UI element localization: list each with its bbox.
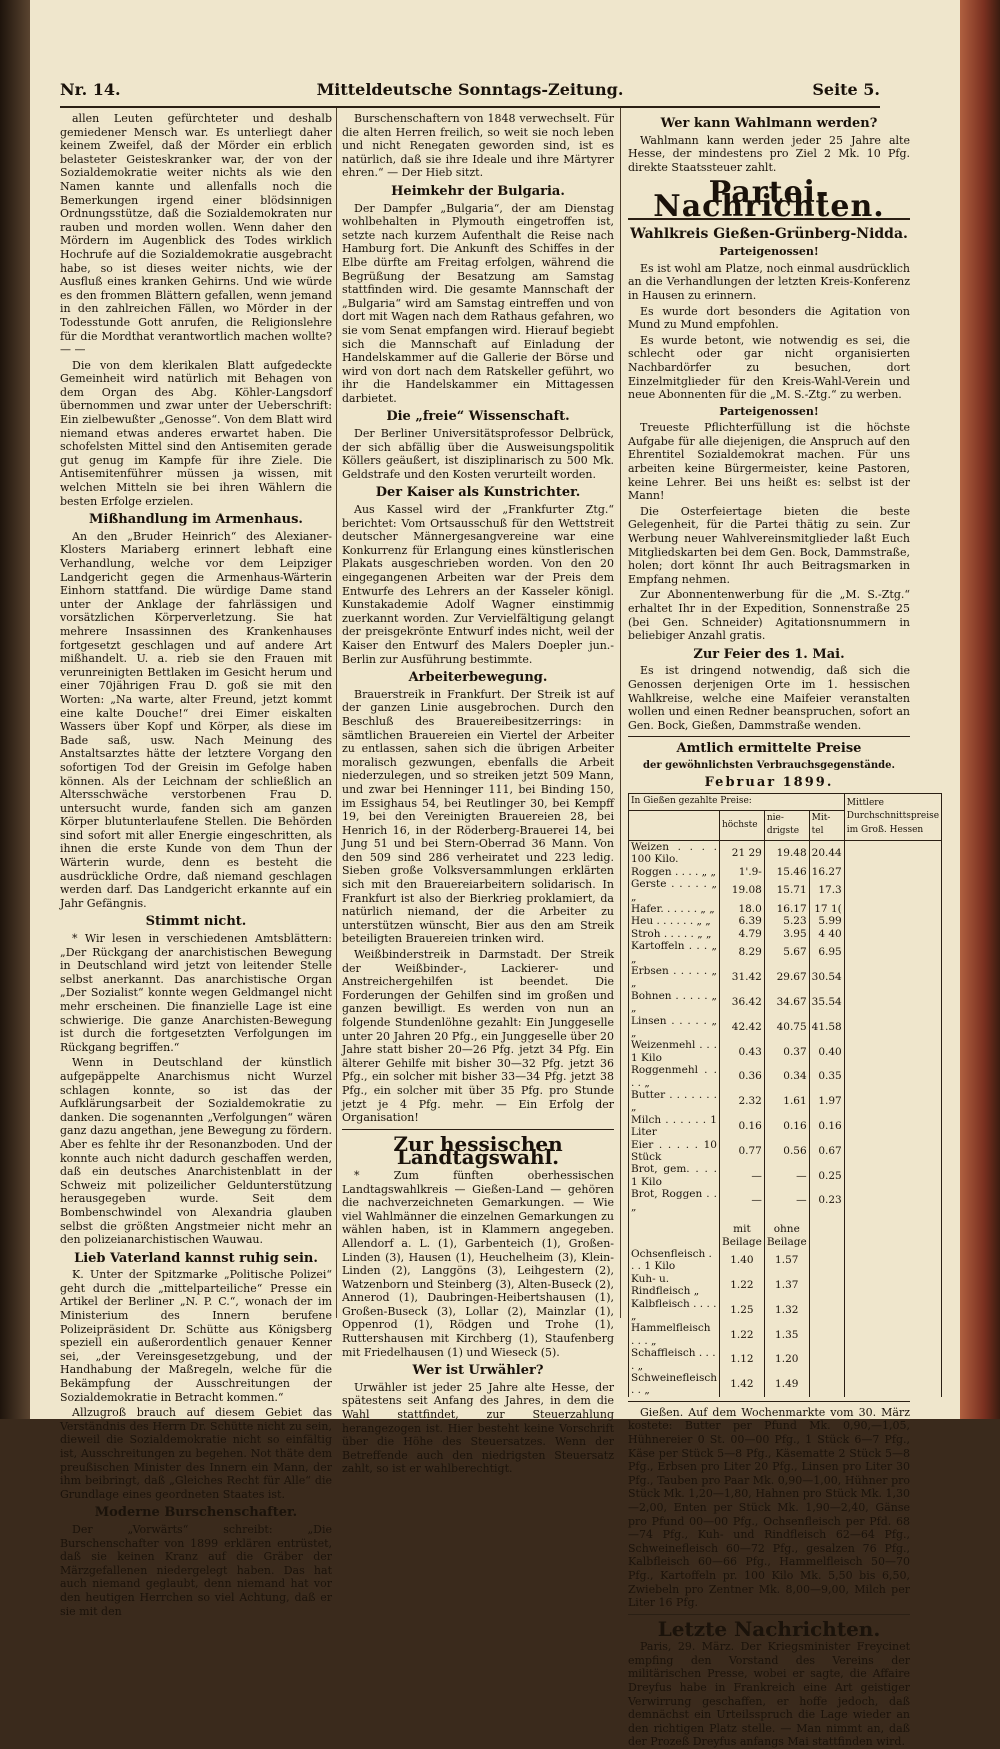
page-number: Seite 5. <box>812 80 880 99</box>
price-row <box>629 1064 942 1089</box>
headline-misshandlung: Mißhandlung im Armenhaus. <box>89 512 303 528</box>
headline-preise: Amtlich ermittelte Preise <box>676 741 862 757</box>
price-durchschnitt <box>844 928 941 940</box>
paragraph: Wahlmann kann werden jeder 25 Jahre alte Hesse, der mindestens pro Ziel 2 Mk. 10 Pfg. direkte Staatssteuer zahlt. <box>628 133 910 174</box>
meat-price-row <box>629 1298 942 1323</box>
price-hoechste: — <box>719 1163 764 1188</box>
section-rule <box>628 1401 910 1402</box>
price-durchschnitt <box>844 903 941 915</box>
price-niedrigste: 5.23 <box>764 915 809 927</box>
price-mittel: 0.25 <box>809 1163 844 1188</box>
col-header-giessen: In Gießen gezahlte Preise: <box>629 794 845 811</box>
price-durchschnitt <box>844 840 941 865</box>
price-row <box>629 866 942 878</box>
price-niedrigste: 5.67 <box>764 940 809 965</box>
paper-title: Mitteldeutsche Sonntags-Zeitung. <box>316 80 624 99</box>
empty-cell <box>844 1298 941 1323</box>
paragraph: allen Leuten gefürchteter und deshalb gemiedener Mensch war. Es unterliegt daher keinem Zweifel, daß der Mörder ein erblich belasteter Geisteskranker war, der von der Sozialdemokratie weiter nichts als wie den Namen kannte und allenfalls noch die Bemerkungen irgend einer blödsinnigen Ordnungsstütze, daß die Sozialdemokraten nur rauben und morden wollen. Wenn daher den Mördern im Augenblick des Todes wirklich Hochrufe auf die Sozialdemokratie ausgebracht habe, so ist dieses weiter nichts, wie der Ausfluß eines kranken Gehirns. Und wie würde es den frommen Blättern gefallen, wenn jemand in den zahlreichen Fällen, wo Mörder in der Todesstunde Gott anrufen, die Religionslehre für die Mordthat verantwortlich machen wollte? — — <box>60 112 332 357</box>
price-hoechste: 0.36 <box>719 1064 764 1089</box>
price-niedrigste: 40.75 <box>764 1015 809 1040</box>
paragraph: An den „Bruder Heinrich“ des Alexianer-Klosters Mariaberg erinnert lebhaft eine Verhandlung, welche vor dem Leipziger Landgericht gegen die Armenhaus-Wärterin Einhorn stattfand. Die würdige Dame stand unter der Anklage der fahrlässigen und vorsätzlichen Körperverletzung. Sie hat mehrere Insassinnen des Krankenhauses fortgesetzt geschlagen und auf andere Art mißhandelt. U. a. rieb sie den Frauen mit verunreinigten Bettlaken im Gesicht herum und einer 70jährigen Frau D. goß sie mit den Worten: „Na warte, alter Freund, jetzt kommt eine kalte Douche!“ drei Eimer eiskalten Wassers über Kopf und Körper, als diese im Bade saß, usw. Nach Meinung des Anstaltsarztes hätte der letztere Vorgang den sofortigen Tod der Greisin im Gefolge haben können. Als der Leichnam der schließlich an Altersschwäche verstorbenen Frau D. untersucht wurde, fanden sich am ganzen Körper blutunterlaufene Stellen. Die Behörden sind sofort mit aller Energie eingeschritten, als ihnen die erste Kunde von dem Thun der Wärterin wurde, denn es besteht die ausdrückliche Ordre, daß niemand geschlagen werden darf. Das Landgericht erkannte auf ein Jahr Gefängnis. <box>60 529 332 910</box>
price-niedrigste: 16.17 <box>764 903 809 915</box>
price-row <box>629 903 942 915</box>
price-row <box>629 1039 942 1064</box>
subhead-parteigenossen: Parteigenossen! <box>719 404 819 418</box>
paragraph: Treueste Pflichterfüllung ist die höchste Aufgabe für alle diejenigen, die Anspruch auf den Ehrentitel Sozialdemokrat machen. Für uns arbeiten keine Bürgermeister, keine Pastoren, keine Lehrer. Bei uns heißt es: selbst ist der Mann! <box>628 421 910 503</box>
meat-ohne-beilage: 1.20 <box>764 1347 809 1372</box>
price-item: Butter . . . . . . . „ <box>629 1089 720 1114</box>
headline-maifeier: Zur Feier des 1. Mai. <box>693 646 845 662</box>
column-2 <box>342 112 614 1476</box>
meat-mit-beilage: 1.12 <box>719 1347 764 1372</box>
paragraph: * Zum fünften oberhessischen Landtagswahlkreis — Gießen-Land — gehören die nachverzeichneten Gemarkungen. — Wie viel Wahlmänner die einzelnen Gemarkungen zu wählen haben, ist in Klammern angegeben. Allendorf a. L. (1), Garbenteich (1), Großen-Linden (3), Hausen (1), Heuchelheim (3), Klein-Linden (2), Langgöns (3), Leihgestern (2), Watzenborn und Steinberg (3), Alten-Buseck (2), Annerod (1), Daubringen-Heibertshausen (1), Großen-Buseck (3), Lollar (2), Mainzlar (1), Oppenrod (1), Rödgen und Trohe (1), Ruttershausen mit Kirchberg (1), Staufenberg mit Friedelhausen (1) und Wieseck (5). <box>342 1168 614 1359</box>
col-header-mittlere: Mittlere Durchschnittspreise im Groß. Hessen <box>844 794 941 841</box>
price-table <box>628 793 942 1397</box>
paragraph: Es wurde dort besonders die Agitation von Mund zu Mund empfohlen. <box>628 304 910 332</box>
price-hoechste: 2.32 <box>719 1089 764 1114</box>
col-header-niedrigste: nie-drigste <box>764 810 809 840</box>
paragraph: Der Dampfer „Bulgaria“, der am Dienstag wohlbehalten in Plymouth eingetroffen ist, setzte nach kurzem Aufenthalt die Reise nach Hamburg fort. Die Ankunft des Schiffes in der Elbe dürfte am Freitag erfolgen, während die Begrüßung der Besatzung am Samstag stattfinden wird. Die gesamte Mannschaft der „Bulgaria“ wird am Samstag eintreffen und von dort mit Wagen nach dem Rathaus gefahren, wo sie vom Senat empfangen wird. Hierauf begiebt sich die Mannschaft auf Einladung der Handelskammer auf die Gallerie der Börse und wird von dort nach dem Ratskeller geführt, wo ihr die Handelskammer ein Mittagessen darbietet. <box>342 201 614 405</box>
price-row <box>629 1139 942 1164</box>
price-durchschnitt <box>844 1089 941 1114</box>
headline-lieb-vaterland: Lieb Vaterland kannst ruhig sein. <box>74 1250 318 1266</box>
paragraph: Die Osterfeiertage bieten die beste Gelegenheit, für die Partei thätig zu sein. Zur Werbung neuer Wahlvereinsmitglieder laßt Euch Mitgliedskarten bei dem Gen. Bock, Dammstraße, holen; dort könnt Ihr auch Beitragsmarken in Empfang nehmen. <box>628 504 910 586</box>
price-niedrigste: 0.56 <box>764 1139 809 1164</box>
paragraph: Der „Vorwärts“ schreibt: „Die Burschenschafter von 1899 erklären entrüstet, daß sie keinen Kranz auf die Gräber der Märzgefallenen niedergelegt haben. Das hat auch niemand geglaubt, denn niemand hat vor den heutigen Herrchen so viel Achtung, daß er sie mit den <box>60 1522 332 1618</box>
price-row <box>629 965 942 990</box>
meat-item: Kalbfleisch . . . . „ <box>629 1298 720 1323</box>
page-header <box>60 80 880 106</box>
price-row <box>629 1114 942 1139</box>
paragraph: Es ist dringend notwendig, daß sich die Genossen derjenigen Orte im 1. hessischen Wahlkreise, welche eine Maifeier veranstalten wollen und einen Redner beanspruchen, sofort an Gen. Bock, Gießen, Dammstraße wenden. <box>628 664 910 732</box>
price-mittel: 1.97 <box>809 1089 844 1114</box>
price-item: Bohnen . . . . . „ „ <box>629 990 720 1015</box>
paragraph: Burschenschaftern von 1848 verwechselt. Für die alten Herren freilich, so weit sie noch leben und nicht Renegaten geworden sind, ist es natürlich, daß sie ihre Ideale und ihre Märtyrer ehren.“ — Der Hieb sitzt. <box>342 112 614 180</box>
empty-cell <box>809 1347 844 1372</box>
price-hoechste: 21 29 <box>719 840 764 865</box>
column-divider <box>336 108 337 1318</box>
headline-bulgaria: Heimkehr der Bulgaria. <box>391 183 565 199</box>
empty-cell <box>809 1322 844 1347</box>
meat-item: Schweinefleisch . . „ <box>629 1372 720 1397</box>
price-mittel: 17 1( <box>809 903 844 915</box>
paragraph: Weißbinderstreik in Darmstadt. Der Streik der Weißbinder-, Lackierer- und Anstreichergehilfen ist beendet. Die Forderungen der Gehilfen sind im großen und ganzen bewilligt. Es werden von nun an folgende Stundenlöhne gezahlt: Ein Junggeselle unter 20 Jahren 20 Pfg., ein Junggeselle über 20 Jahre statt bisher 20—26 Pfg. jetzt 34 Pfg. Ein älterer Gehilfe mit bisher 30—32 Pfg. jetzt 36 Pfg., ein solcher mit bisher 33—34 Pfg. jetzt 38 Pfg., ein solcher mit über 35 Pfg. pro Stunde jetzt je 4 Pfg. mehr. — Ein Erfolg der Organisation! <box>342 948 614 1125</box>
price-niedrigste: 0.16 <box>764 1114 809 1139</box>
paragraph: Allzugroß brauch auf diesem Gebiet das Verständnis des Herrn Dr. Schütte nicht zu sein, dieweil die Sozialdemokratie nicht so einfältig ist, Ausschreitungen zu begehen. Not thäte dem preußischen Minister des Innern ein Mann, der ihm beibringt, daß „Gleiches Recht für Alle“ die Grundlage eines geordneten Staates ist. <box>60 1406 332 1501</box>
price-item: Brot, gem. . . . 1 Kilo <box>629 1163 720 1188</box>
price-niedrigste: 15.46 <box>764 866 809 878</box>
price-hoechste: 19.08 <box>719 878 764 903</box>
price-month: Februar 1899. <box>704 774 834 790</box>
price-row <box>629 878 942 903</box>
price-item: Erbsen . . . . . „ „ <box>629 965 720 990</box>
price-durchschnitt <box>844 990 941 1015</box>
price-durchschnitt <box>844 915 941 927</box>
headline-kunstrichter: Der Kaiser als Kunstrichter. <box>375 485 581 501</box>
price-mittel: 20.44 <box>809 840 844 865</box>
empty-cell <box>809 1248 844 1273</box>
empty-cell <box>844 1347 941 1372</box>
price-hoechste: 6.39 <box>719 915 764 927</box>
price-mittel: 0.23 <box>809 1188 844 1213</box>
price-hoechste: 8.29 <box>719 940 764 965</box>
price-hoechste: 42.42 <box>719 1015 764 1040</box>
price-row <box>629 940 942 965</box>
price-niedrigste: 0.34 <box>764 1064 809 1089</box>
empty-cell <box>809 1273 844 1298</box>
paragraph: Zur Abonnentenwerbung für die „M. S.-Ztg.“ erhaltet Ihr in der Expedition, Sonnenstraße 25 (bei Gen. Schneider) Agitationsnummern in beliebiger Anzahl gratis. <box>628 588 910 643</box>
meat-mit-beilage: 1.22 <box>719 1273 764 1298</box>
price-item: Weizenmehl . . . 1 Kilo <box>629 1039 720 1064</box>
price-item: Kartoffeln . . . „ „ <box>629 940 720 965</box>
meat-item: Kuh- u. Rindfleisch „ <box>629 1273 720 1298</box>
price-row <box>629 840 942 865</box>
paragraph: Aus Kassel wird der „Frankfurter Ztg.“ berichtet: Vom Ortsausschuß für den Wettstreit deutscher Männergesangvereine war eine Konkurrenz für Erlangung eines künstlerischen Plakats ausgeschrieben worden. Von den 20 eingegangenen Arbeiten war der Preis dem Entwurfe des Lehrers an der Kasseler königl. Kunstakademie Adolf Wagner einstimmig zuerkannt worden. Zur Vervielfältigung gelangt der preisgekrönte Entwurf indes nicht, weil der Kaiser den Entwurf des Malers Doepler jun.-Berlin zur Ausführung bestimmte. <box>342 503 614 666</box>
price-hoechste: 0.43 <box>719 1039 764 1064</box>
price-niedrigste: 29.67 <box>764 965 809 990</box>
meat-mit-beilage: 1.42 <box>719 1372 764 1397</box>
price-row <box>629 915 942 927</box>
price-niedrigste: 19.48 <box>764 840 809 865</box>
price-mittel: 17.3 <box>809 878 844 903</box>
paragraph: Brauerstreik in Frankfurt. Der Streik ist auf der ganzen Linie ausgebrochen. Durch den Beschluß des Brauereibesitzerrings: in sämtlichen Brauereien ein Viertel der Arbeiter zu entlassen, sahen sich die übrigen Arbeiter moralisch gezwungen, ebenfalls die Arbeit niederzulegen, und so streiken jetzt 509 Mann, und zwar bei Henninger 111, bei Binding 150, im Essighaus 54, bei Reutlinger 30, bei Kempff 19, bei den Vereinigten Brauereien 28, bei Henrich 16, in der Röderberg-Brauerei 14, bei Jung 51 und bei Stern-Oberrad 36 Mann. Von den 509 sind 286 verheiratet und 223 ledig. Sieben große Volksversammlungen erklärten sich mit den Brauereiarbeitern solidarisch. In Frankfurt ist also der Bierkrieg proklamiert, da natürlich niemand, der die Arbeiter zu unterstützen wünscht, Bier aus den am Streik beteiligten Brauereien trinken wird. <box>342 687 614 946</box>
meat-item: Schaffleisch . . . . „ <box>629 1347 720 1372</box>
price-hoechste: 1'.9- <box>719 866 764 878</box>
price-hoechste: 36.42 <box>719 990 764 1015</box>
col-header-mit-beilage: mit Beilage <box>719 1223 764 1248</box>
headline-wahlmann: Wer kann Wahlmann werden? <box>660 116 878 131</box>
price-niedrigste: 34.67 <box>764 990 809 1015</box>
subhead-parteigenossen: Parteigenossen! <box>719 245 819 259</box>
price-hoechste: 4.79 <box>719 928 764 940</box>
empty-cell <box>809 1298 844 1323</box>
price-item: Eier . . . . . 10 Stück <box>629 1139 720 1164</box>
paragraph: Es wurde betont, wie notwendig es sei, die schlecht oder gar nicht organisierten Nachbardörfer zu besuchen, dort Einzelmitglieder für den Kreis-Wahl-Verein und neue Abonnenten für die „M. S.-Ztg.“ zu werben. <box>628 333 910 402</box>
price-row <box>629 928 942 940</box>
price-item: Hafer. . . . . . „ „ <box>629 903 720 915</box>
price-item: Roggenmehl . . . . „ <box>629 1064 720 1089</box>
paragraph: Urwähler ist jeder 25 Jahre alte Hesse, der spätestens seit Anfang des Jahres, in dem die Wahl stattfindet, zur Steuerzahlung herangezogen ist. Hier besteht keine Vorschrift über die Höhe des Steuersatzes. Wenn der Betreffende auch den niedrigsten Steuersatz zahlt, so ist er wahlberechtigt. <box>342 1380 614 1476</box>
meat-item: Ochsenfleisch . . . 1 Kilo <box>629 1248 720 1273</box>
book-spine <box>0 0 30 1419</box>
price-niedrigste: 1.61 <box>764 1089 809 1114</box>
col-header-item <box>629 810 720 840</box>
price-niedrigste: 3.95 <box>764 928 809 940</box>
subhead-wahlkreis: Wahlkreis Gießen-Grünberg-Nidda. <box>630 225 908 242</box>
price-durchschnitt <box>844 1039 941 1064</box>
section-rule <box>628 736 910 737</box>
column-divider <box>620 108 621 1318</box>
price-mittel: 6.95 <box>809 940 844 965</box>
price-item: Roggen . . . . „ „ <box>629 866 720 878</box>
issue-number: Nr. 14. <box>60 80 121 99</box>
price-mittel: 35.54 <box>809 990 844 1015</box>
price-mittel: 0.16 <box>809 1114 844 1139</box>
column-3 <box>628 112 940 1749</box>
col-header-mittel: Mit-tel <box>809 810 844 840</box>
price-mittel: 30.54 <box>809 965 844 990</box>
price-durchschnitt <box>844 1114 941 1139</box>
paragraph: Paris, 29. März. Der Kriegsminister Freycinet empfing den Vorstand des Vereins der militärischen Presse, wobei er sagte, die Affaire Dreyfus habe in Frankreich eine Art geistiger Verwirrung geschaffen, er hoffe jedoch, daß demnächst ein Urteilsspruch die Lage wieder an den richtigen Platz stelle. — Man nimmt an, daß der Prozeß Dreyfus anfangs Mai stattfinden wird. <box>628 1640 910 1749</box>
price-row <box>629 1188 942 1213</box>
price-hoechste: 18.0 <box>719 903 764 915</box>
price-item: Heu . . . . . . „ „ <box>629 915 720 927</box>
subhead-verbrauch: der gewöhnlichsten Verbrauchsgegenstände. <box>643 759 895 771</box>
price-item: Gerste . . . . . „ „ <box>629 878 720 903</box>
price-niedrigste: — <box>764 1163 809 1188</box>
price-item: Stroh . . . . . „ „ <box>629 928 720 940</box>
price-item: Weizen . . . . 100 Kilo. <box>629 840 720 865</box>
price-hoechste: 0.77 <box>719 1139 764 1164</box>
meat-price-row <box>629 1347 942 1372</box>
section-rule <box>342 1129 614 1130</box>
col-header-hoechste: höchste <box>719 810 764 840</box>
price-durchschnitt <box>844 1064 941 1089</box>
column-1 <box>60 112 332 1618</box>
meat-mit-beilage: 1.25 <box>719 1298 764 1323</box>
price-niedrigste: 15.71 <box>764 878 809 903</box>
paragraph: Der Berliner Universitätsprofessor Delbrück, der sich abfällig über die Ausweisungspolitik Köllers geäußert, ist disziplinarisch zu 500 Mk. Geldstrafe und den Kosten verurteilt worden. <box>342 427 614 481</box>
meat-price-row <box>629 1322 942 1347</box>
price-mittel: 16.27 <box>809 866 844 878</box>
price-durchschnitt <box>844 1015 941 1040</box>
price-row <box>629 1089 942 1114</box>
book-cover-edge <box>960 0 1000 1419</box>
price-durchschnitt <box>844 1188 941 1213</box>
price-durchschnitt <box>844 940 941 965</box>
price-mittel: 5.99 <box>809 915 844 927</box>
meat-price-row <box>629 1372 942 1397</box>
meat-mit-beilage: 1.40 <box>719 1248 764 1273</box>
section-rule <box>628 1614 910 1615</box>
price-item: Linsen . . . . . „ „ <box>629 1015 720 1040</box>
meat-ohne-beilage: 1.32 <box>764 1298 809 1323</box>
header-rule <box>60 106 880 108</box>
meat-item: Hammelfleisch . . . „ <box>629 1322 720 1347</box>
price-row <box>629 1163 942 1188</box>
newspaper-page <box>30 0 960 1749</box>
price-hoechste: 31.42 <box>719 965 764 990</box>
paragraph: K. Unter der Spitzmarke „Politische Polizei“ geht durch die „mittelparteiliche“ Presse ein Artikel der Berliner „N. P. C.“, wonach der im Ministerium des Innern berufene Polizeipräsident Dr. Schütte aus Königsberg speziell ein außerordentlich genauer Kenner sei, „der Vereinsgesetzgebung, und der Handhabung der Maßregeln, welche für die Bekämpfung der Ausschreitungen der Sozialdemokratie in Betracht kommen.“ <box>60 1268 332 1404</box>
meat-ohne-beilage: 1.57 <box>764 1248 809 1273</box>
empty-cell <box>844 1248 941 1273</box>
empty-cell <box>809 1372 844 1397</box>
price-hoechste: 0.16 <box>719 1114 764 1139</box>
paragraph: Gießen. Auf dem Wochenmarkte vom 30. März kostete: Butter per Pfund Mk. 0,90,—1,05, Hühnereier 0 St. 00—00 Pfg., 1 Stück 6—7 Pfg., Käse per Stück 5—8 Pfg., Käsematte 2 Stück 5—8 Pfg., Erbsen pro Liter 20 Pfg., Linsen pro Liter 30 Pfg., Tauben pro Paar Mk. 0,90—1,00, Hühner pro Stück Mk. 1,20—1,80, Hahnen pro Stück Mk. 1,30—2,00, Enten per Stück Mk. 1,90—2,40, Gänse pro Pfund 00—00 Pfg., Ochsenfleisch per Pfd. 68—74 Pfg., Kuh- und Rindfleisch 62—64 Pfg., Schweinefleisch 60—72 Pfg., gesalzen 76 Pfg., Kalbfleisch 60—66 Pfg., Hammelfleisch 50—70 Pfg., Kartoffeln pr. 100 Kilo Mk. 5,50 bis 6,50, Zwiebeln pro Zentner Mk. 8,00—9,00, Milch per Liter 16 Pfg. <box>628 1405 910 1610</box>
price-item: Milch . . . . . . 1 Liter <box>629 1114 720 1139</box>
price-hoechste: — <box>719 1188 764 1213</box>
price-mittel: 4 40 <box>809 928 844 940</box>
headline-burschenschafter: Moderne Burschenschafter. <box>94 1505 298 1521</box>
headline-stimmt-nicht: Stimmt nicht. <box>145 914 247 930</box>
meat-ohne-beilage: 1.37 <box>764 1273 809 1298</box>
price-item: Brot, Roggen . . „ <box>629 1188 720 1213</box>
price-durchschnitt <box>844 878 941 903</box>
empty-cell <box>844 1273 941 1298</box>
empty-cell <box>844 1322 941 1347</box>
price-niedrigste: 0.37 <box>764 1039 809 1064</box>
headline-landtagswahl: Zur hessischen Landtagswahl. <box>393 1131 563 1170</box>
price-mittel: 0.35 <box>809 1064 844 1089</box>
meat-ohne-beilage: 1.35 <box>764 1322 809 1347</box>
price-row <box>629 1015 942 1040</box>
price-mittel: 0.40 <box>809 1039 844 1064</box>
price-niedrigste: — <box>764 1188 809 1213</box>
headline-wissenschaft: Die „freie“ Wissenschaft. <box>386 409 570 425</box>
headline-arbeiterbewegung: Arbeiterbewegung. <box>408 670 548 686</box>
price-mittel: 41.58 <box>809 1015 844 1040</box>
meat-mit-beilage: 1.22 <box>719 1322 764 1347</box>
headline-letzte-nachrichten: Letzte Nachrichten. <box>657 1616 881 1641</box>
col-header-ohne-beilage: ohne Beilage <box>764 1223 809 1248</box>
meat-price-row <box>629 1248 942 1273</box>
paragraph: Wenn in Deutschland der künstlich aufgepäppelte Anarchismus nicht Wurzel schlagen konnte, so ist das der Aufklärungsarbeit der Sozialdemokratie zu danken. Die sogenannten „Verfolgungen“ wären ganz dazu angethan, jene Bewegung zu fördern. Aber es fehlte ihr der Resonanzboden. Und der konnte auch nicht dadurch geschaffen werden, daß ein deutsches Anarchistenblatt in der Schweiz mit polizeilicher Geldunterstützung herausgegeben wurde. Seit dem Bombenschwindel von Alexandria glauben selbst die größten Angstmeier nicht mehr an den polizeianarchistischen Wauwau. <box>60 1056 332 1247</box>
price-row <box>629 990 942 1015</box>
price-mittel: 0.67 <box>809 1139 844 1164</box>
price-durchschnitt <box>844 1139 941 1164</box>
headline-urwaehler: Wer ist Urwähler? <box>412 1363 544 1379</box>
paragraph: Die von dem klerikalen Blatt aufgedeckte Gemeinheit wird natürlich mit Behagen von dem Organ des Abg. Köhler-Langsdorf übernommen und zwar unter der Ueberschrift: Ein zielbewußter „Genosse“. Von dem Blatt wird niemand etwas anderes erwartet haben. Die schofelsten Mittel sind den Antisemiten gerade gut genug im Kampfe für ihre Ziele. Die Antisemitenführer müssen ja wissen, mit welchen Mitteln sie bei ihren Wählern die besten Erfolge erzielen. <box>60 358 332 508</box>
headline-partei-nachrichten: Partei-Nachrichten. <box>628 186 910 219</box>
empty-cell <box>844 1372 941 1397</box>
price-durchschnitt <box>844 965 941 990</box>
price-durchschnitt <box>844 1163 941 1188</box>
meat-price-row <box>629 1273 942 1298</box>
meat-ohne-beilage: 1.49 <box>764 1372 809 1397</box>
price-durchschnitt <box>844 866 941 878</box>
paragraph: * Wir lesen in verschiedenen Amtsblättern: „Der Rückgang der anarchistischen Bewegung in Deutschland wird jetzt von leitender Stelle selbst anerkannt. Das anarchistische Organ „Der Sozialist“ konnte wegen Geldmangel nicht mehr erscheinen. Die finanzielle Lage ist eine schwierige. Die ganze Anarchisten-Bewegung ist durch die fortgesetzten Verfolgungen im Rückgang begriffen.“ <box>60 932 332 1054</box>
paragraph: Es ist wohl am Platze, noch einmal ausdrücklich an die Verhandlungen der letzten Kreis-Konferenz in Hausen zu erinnern. <box>628 261 910 302</box>
